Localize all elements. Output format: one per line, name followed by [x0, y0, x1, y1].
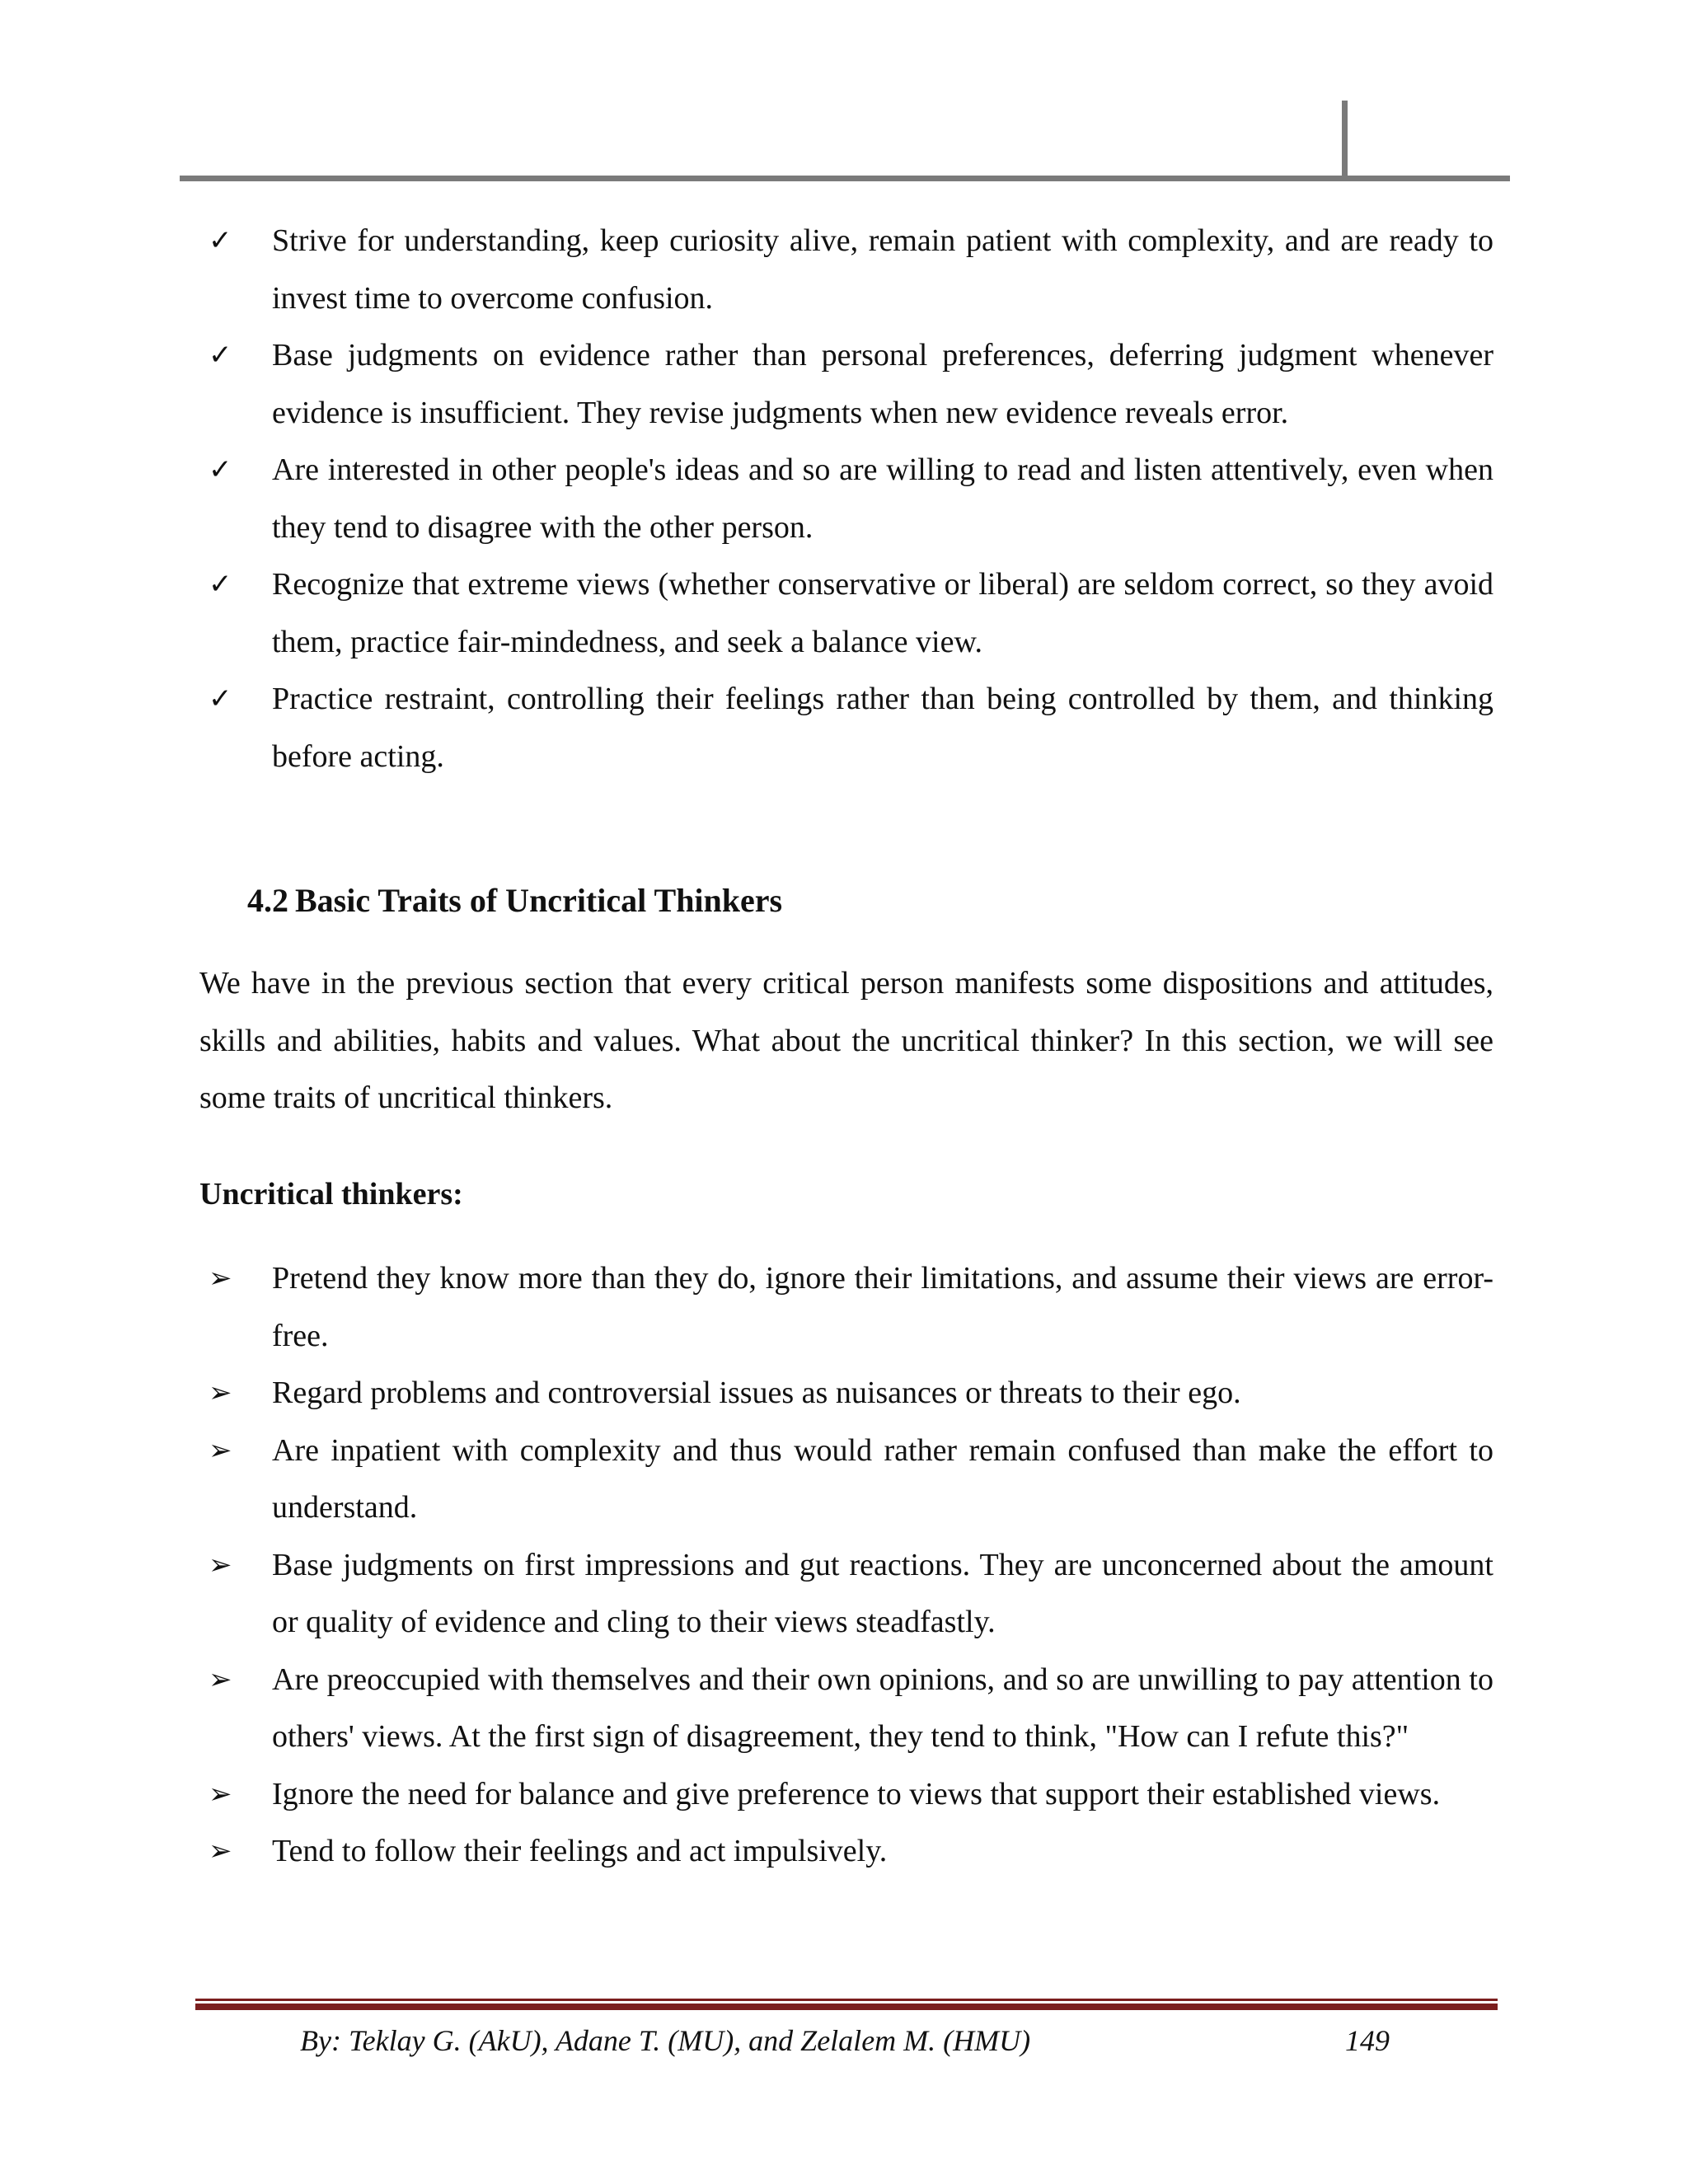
- list-item-text: Recognize that extreme views (whether conservative or liberal) are seldom correct, so they avoid them, practice fair-mindedness, and seek a balance view.: [272, 567, 1493, 659]
- checkmark-icon: ✓: [209, 568, 232, 601]
- arrow-bullet-icon: ➢: [209, 1835, 232, 1868]
- checkmark-icon: ✓: [209, 224, 232, 257]
- footer-rule-thick: [195, 2004, 1498, 2010]
- header-tick: [1342, 101, 1348, 180]
- list-item: [209, 442, 1493, 556]
- list-item: [209, 671, 1493, 785]
- list-item-text: Are inpatient with complexity and thus would rather remain confused than make the effort to understand.: [272, 1432, 1493, 1525]
- list-item-text: Pretend they know more than they do, ignore their limitations, and assume their views are error-free.: [272, 1261, 1493, 1353]
- list-item-text: Base judgments on first impressions and gut reactions. They are unconcerned about the amount or quality of evidence and cling to their views steadfastly.: [272, 1547, 1493, 1639]
- footer-authors: By: Teklay G. (AkU), Adane T. (MU), and Zelalem M. (HMU): [300, 2024, 1031, 2057]
- uncritical-traits-list: [209, 1250, 1493, 1881]
- page-number: 149: [1345, 2024, 1390, 2057]
- list-item: [209, 1537, 1493, 1652]
- section-title: Basic Traits of Uncritical Thinkers: [295, 882, 783, 919]
- arrow-bullet-icon: ➢: [209, 1548, 232, 1582]
- arrow-bullet-icon: ➢: [209, 1262, 232, 1295]
- arrow-bullet-icon: ➢: [209, 1777, 232, 1811]
- list-item-text: Tend to follow their feelings and act impulsively.: [272, 1834, 888, 1868]
- arrow-bullet-icon: ➢: [209, 1662, 232, 1696]
- list-item: [209, 1823, 1493, 1881]
- critical-traits-list: [209, 213, 1493, 785]
- list-item: [209, 1250, 1493, 1365]
- list-item-text: Regard problems and controversial issues as nuisances or threats to their ego.: [272, 1376, 1241, 1410]
- subheading: Uncritical thinkers:: [199, 1177, 463, 1212]
- section-number: 4.2: [247, 882, 288, 919]
- list-item: [209, 327, 1493, 442]
- section-paragraph: We have in the previous section that every critical person manifests some dispositions and attitudes, skills and abilities, habits and values. What about the uncritical thinker? In this section, we will see some traits of uncritical thinkers.: [199, 966, 1493, 1115]
- list-item-text: Base judgments on evidence rather than personal preferences, deferring judgment whenever evidence is insufficient. They revise judgments when new evidence reveals error.: [272, 338, 1493, 430]
- list-item: [209, 213, 1493, 327]
- arrow-bullet-icon: ➢: [209, 1433, 232, 1467]
- arrow-bullet-icon: ➢: [209, 1376, 232, 1409]
- checkmark-icon: ✓: [209, 453, 232, 486]
- footer-rule-thin: [195, 1999, 1498, 2001]
- section-heading: [247, 872, 782, 930]
- list-item: [209, 556, 1493, 671]
- checkmark-icon: ✓: [209, 339, 232, 372]
- list-item: [209, 1766, 1493, 1824]
- list-item-text: Practice restraint, controlling their feelings rather than being controlled by them, and thinking before acting.: [272, 682, 1493, 774]
- list-item-text: Are interested in other people's ideas and so are willing to read and listen attentively, even when they tend to disagree with the other person.: [272, 452, 1493, 545]
- checkmark-icon: ✓: [209, 682, 232, 715]
- list-item-text: Are preoccupied with themselves and their own opinions, and so are unwilling to pay attention to others' views. At the first sign of disagreement, they tend to think, "How can I refute this?": [272, 1661, 1493, 1754]
- header-rule: [180, 176, 1510, 181]
- list-item: [209, 1422, 1493, 1537]
- list-item: [209, 1365, 1493, 1422]
- list-item-text: Strive for understanding, keep curiosity alive, remain patient with complexity, and are ready to invest time to overcome confusion.: [272, 223, 1493, 316]
- list-item-text: Ignore the need for balance and give preference to views that support their established views.: [272, 1776, 1441, 1811]
- list-item: [209, 1652, 1493, 1766]
